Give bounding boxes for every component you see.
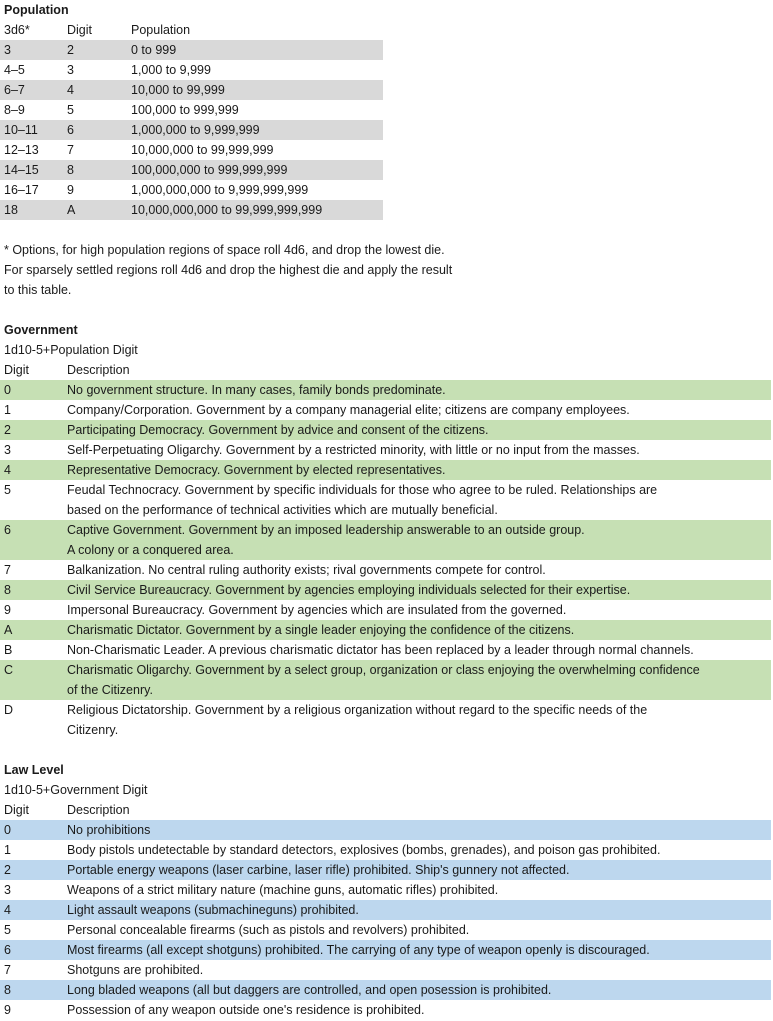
government-digit: 0 <box>4 383 11 397</box>
government-description: Charismatic Oligarchy. Government by a select group, organization or class enjoying the overwhelming confidence of the Citizenry. <box>67 663 700 697</box>
population-row <box>0 200 383 220</box>
government-digit: 8 <box>4 583 11 597</box>
law-description: Light assault weapons (submachineguns) prohibited. <box>67 903 359 917</box>
government-digit: 3 <box>4 443 11 457</box>
population-cell-digit: 3 <box>67 63 74 77</box>
government-section <box>0 320 773 740</box>
government-digit: 1 <box>4 403 11 417</box>
law-digit: 7 <box>4 963 11 977</box>
government-description: Captive Government. Government by an imposed leadership answerable to an outside group. A colony or a conquered area. <box>67 523 585 557</box>
population-cell-digit: 5 <box>67 103 74 117</box>
government-row <box>0 440 771 460</box>
government-row <box>0 640 771 660</box>
population-notes <box>0 240 773 300</box>
law-description: Personal concealable firearms (such as pistols and revolvers) prohibited. <box>67 923 470 937</box>
government-description: Impersonal Bureaucracy. Government by agencies which are insulated from the governed. <box>67 603 567 617</box>
population-cell-digit: 6 <box>67 123 74 137</box>
population-cell-digit: 2 <box>67 43 74 57</box>
law-digit: 2 <box>4 863 11 877</box>
government-row <box>0 420 771 440</box>
population-cell-value: 100,000,000 to 999,999,999 <box>131 163 288 177</box>
law-digit: 6 <box>4 943 11 957</box>
law-title: Law Level <box>4 763 64 777</box>
law-digit: 8 <box>4 983 11 997</box>
population-row <box>0 40 383 60</box>
population-cell-value: 1,000,000,000 to 9,999,999,999 <box>131 183 309 197</box>
population-row <box>0 140 383 160</box>
law-subtitle: 1d10-5+Government Digit <box>4 783 148 797</box>
population-cell-roll: 12–13 <box>4 143 39 157</box>
government-row <box>0 480 771 520</box>
population-cell-digit: 4 <box>67 83 74 97</box>
government-description: Balkanization. No central ruling authority exists; rival governments compete for control. <box>67 563 546 577</box>
population-row <box>0 160 383 180</box>
population-cell-digit: 9 <box>67 183 74 197</box>
law-table <box>0 820 773 1020</box>
government-title: Government <box>4 323 78 337</box>
government-table <box>0 380 773 740</box>
population-row <box>0 180 383 200</box>
law-digit-header: Digit <box>4 803 30 817</box>
government-digit: 7 <box>4 563 11 577</box>
law-header <box>0 800 773 820</box>
law-description: Long bladed weapons (all but daggers are controlled, and open posession is prohibited. <box>67 983 552 997</box>
law-row <box>0 880 771 900</box>
government-description: Company/Corporation. Government by a company managerial elite; citizens are company employees. <box>67 403 630 417</box>
government-description: Non-Charismatic Leader. A previous charismatic dictator has been replaced by a leader through normal channels. <box>67 643 694 657</box>
population-title: Population <box>4 3 69 17</box>
law-description: Possession of any weapon outside one's residence is prohibited. <box>67 1003 425 1017</box>
population-row <box>0 120 383 140</box>
government-subtitle: 1d10-5+Population Digit <box>4 343 138 357</box>
government-description: Charismatic Dictator. Government by a single leader enjoying the confidence of the citizens. <box>67 623 575 637</box>
population-cell-value: 10,000 to 99,999 <box>131 83 225 97</box>
gov-description-header: Description <box>67 363 130 377</box>
law-description: Most firearms (all except shotguns) prohibited. The carrying of any type of weapon openly is discouraged. <box>67 943 650 957</box>
law-row <box>0 940 771 960</box>
government-row <box>0 380 771 400</box>
population-note-line: For sparsely settled regions roll 4d6 and drop the highest die and apply the result <box>4 263 453 277</box>
government-description: No government structure. In many cases, family bonds predominate. <box>67 383 446 397</box>
gov-digit-header: Digit <box>4 363 30 377</box>
population-cell-digit: A <box>67 203 76 217</box>
government-description: Religious Dictatorship. Government by a religious organization without regard to the specific needs of the Citizenry. <box>67 703 648 737</box>
population-cell-roll: 3 <box>4 43 11 57</box>
government-digit: D <box>4 703 14 717</box>
government-row <box>0 700 771 740</box>
population-cell-digit: 7 <box>67 143 74 157</box>
government-description: Feudal Technocracy. Government by specific individuals for those who agree to be ruled. Relationships are based on the performance of technical activities which are mutually beneficial. <box>67 483 658 517</box>
population-cell-value: 100,000 to 999,999 <box>131 103 239 117</box>
law-digit: 1 <box>4 843 11 857</box>
population-cell-value: 1,000,000 to 9,999,999 <box>131 123 260 137</box>
government-description: Representative Democracy. Government by elected representatives. <box>67 463 446 477</box>
population-cell-roll: 10–11 <box>4 123 38 137</box>
law-row <box>0 1000 771 1020</box>
population-row <box>0 60 383 80</box>
law-digit: 4 <box>4 903 11 917</box>
law-row <box>0 960 771 980</box>
government-digit: 6 <box>4 523 11 537</box>
government-digit: 9 <box>4 603 11 617</box>
government-row <box>0 460 771 480</box>
government-digit: B <box>4 643 13 657</box>
government-description: Participating Democracy. Government by advice and consent of the citizens. <box>67 423 489 437</box>
law-description: Body pistols undetectable by standard detectors, explosives (bombs, grenades), and poison gas prohibited. <box>67 843 661 857</box>
population-row <box>0 80 383 100</box>
population-note-line: * Options, for high population regions of space roll 4d6, and drop the lowest die. <box>4 243 445 257</box>
population-cell-value: 0 to 999 <box>131 43 177 57</box>
population-table <box>0 40 773 220</box>
government-header <box>0 360 773 380</box>
government-row <box>0 520 771 560</box>
law-digit: 5 <box>4 923 11 937</box>
population-cell-value: 1,000 to 9,999 <box>131 63 211 77</box>
law-description: Shotguns are prohibited. <box>67 963 204 977</box>
population-cell-roll: 18 <box>4 203 18 217</box>
law-description: Portable energy weapons (laser carbine, laser rifle) prohibited. Ship's gunnery not affected. <box>67 863 570 877</box>
population-cell-digit: 8 <box>67 163 74 177</box>
government-digit: C <box>4 663 14 677</box>
government-digit: 5 <box>4 483 11 497</box>
population-cell-roll: 8–9 <box>4 103 25 117</box>
population-header <box>0 20 773 40</box>
col-population-header: Population <box>131 23 191 37</box>
population-row <box>0 100 383 120</box>
population-cell-roll: 6–7 <box>4 83 25 97</box>
government-row <box>0 620 771 640</box>
law-digit: 9 <box>4 1003 11 1017</box>
law-row <box>0 900 771 920</box>
population-section <box>0 0 773 300</box>
law-digit: 3 <box>4 883 11 897</box>
government-row <box>0 580 771 600</box>
law-row <box>0 920 771 940</box>
government-row <box>0 400 771 420</box>
government-row <box>0 560 771 580</box>
population-cell-roll: 14–15 <box>4 163 39 177</box>
population-cell-value: 10,000,000 to 99,999,999 <box>131 143 274 157</box>
law-row <box>0 820 771 840</box>
col-roll-header: 3d6* <box>4 23 30 37</box>
population-cell-roll: 4–5 <box>4 63 25 77</box>
law-description-header: Description <box>67 803 130 817</box>
government-digit: 4 <box>4 463 11 477</box>
law-row <box>0 840 771 860</box>
government-description: Self-Perpetuating Oligarchy. Government by a restricted minority, with little or no input from the masses. <box>67 443 640 457</box>
government-digit: 2 <box>4 423 11 437</box>
government-row <box>0 660 771 700</box>
population-cell-roll: 16–17 <box>4 183 39 197</box>
law-row <box>0 980 771 1000</box>
law-row <box>0 860 771 880</box>
law-digit: 0 <box>4 823 11 837</box>
law-section <box>0 760 773 1020</box>
law-description: Weapons of a strict military nature (machine guns, automatic rifles) prohibited. <box>67 883 499 897</box>
population-note-line: to this table. <box>4 283 72 297</box>
government-row <box>0 600 771 620</box>
government-digit: A <box>4 623 13 637</box>
government-description: Civil Service Bureaucracy. Government by agencies employing individuals selected for their expertise. <box>67 583 631 597</box>
col-digit-header: Digit <box>67 23 93 37</box>
law-description: No prohibitions <box>67 823 151 837</box>
population-cell-value: 10,000,000,000 to 99,999,999,999 <box>131 203 323 217</box>
